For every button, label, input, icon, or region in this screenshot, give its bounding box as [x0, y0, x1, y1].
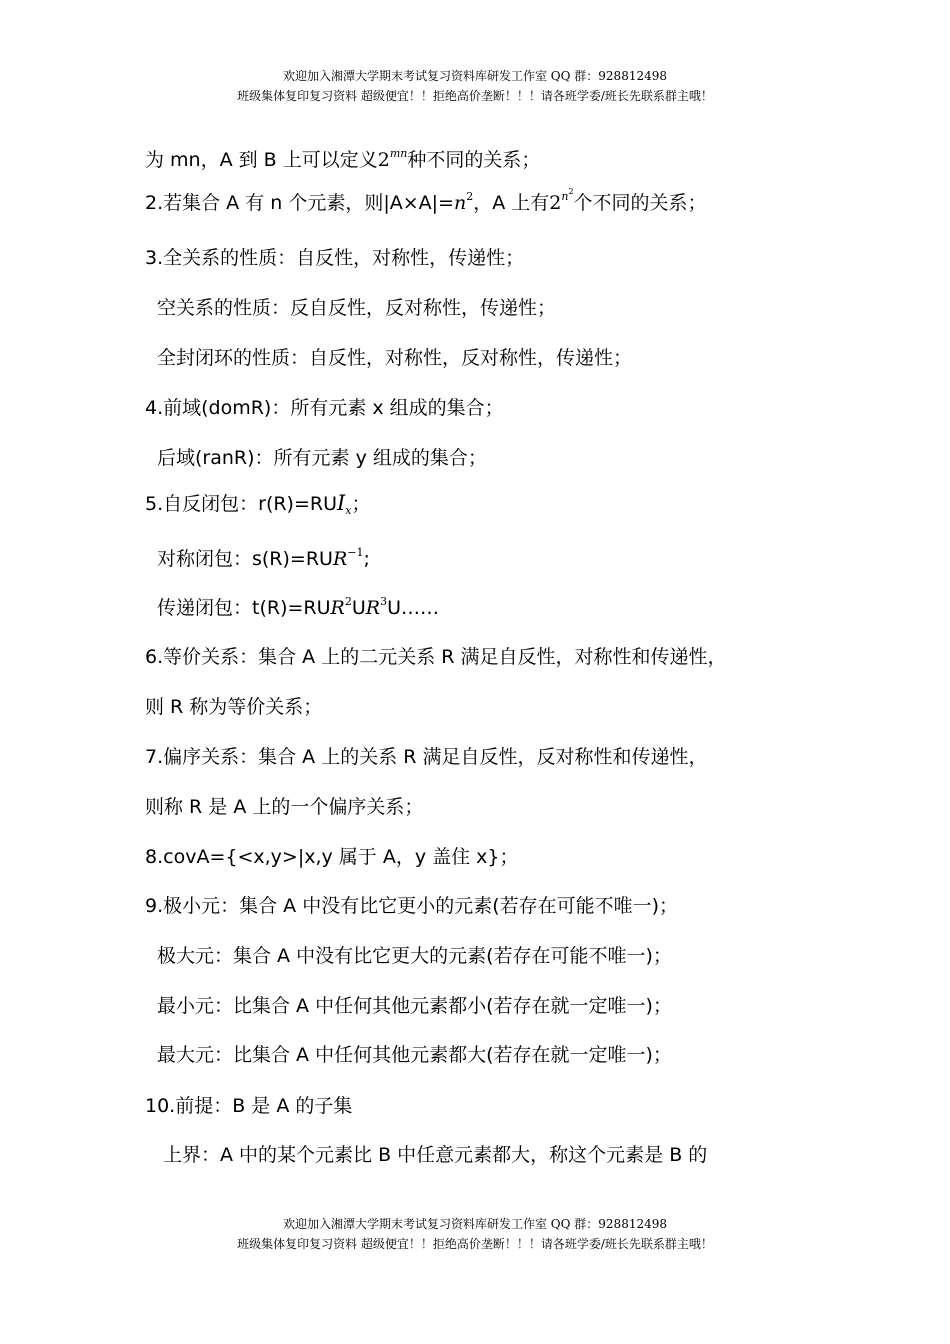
header-line-2: 班级集体复印复习资料 超级便宜！！拒绝高价垄断！！！请各班学委/班长先联系群主哦！: [237, 89, 713, 103]
text-line-14: 则称 R 是 A 上的一个偏序关系；: [145, 796, 424, 818]
nested-exponent: 2: [568, 187, 574, 196]
relation-symbol: R: [332, 548, 348, 570]
text-line-17: 极大元：集合 A 中没有比它更大的元素(若存在可能不唯一)；: [157, 945, 672, 967]
text-line-19: 最大元：比集合 A 中任何其他元素都大(若存在就一定唯一)；: [157, 1044, 672, 1066]
text-line-11: 6.等价关系：集合 A 上的二元关系 R 满足自反性，对称性和传递性，: [145, 646, 727, 668]
power-base: 2: [549, 192, 562, 214]
relation-symbol: R: [330, 597, 345, 619]
text-line-10: 传递闭包：$t(R)=RUR^2UR^3U\dots\dots$: [157, 595, 439, 619]
power-exponent: n: [561, 190, 569, 203]
text-line-2: 2.若集合 A 有 n 个元素，则$|A\times A|=n^2$，A 上有$2^{n^2}$个不同的关系；: [145, 187, 707, 214]
power-exponent: mn: [389, 147, 408, 160]
identity-subscript: x: [345, 504, 352, 517]
text-line-1: 为 mn，A 到 B 上可以定义$2^{mn}$种不同的关系；: [145, 147, 541, 171]
text-line-5: 全封闭环的性质：自反性，对称性，反对称性，传递性；: [157, 347, 633, 369]
text-line-8: 5.自反闭包：$r(R)=RUI_x$；: [145, 491, 371, 517]
power-base: 2: [377, 149, 390, 171]
text-line-9: 对称闭包：$s(R)=RUR^{-1}$;: [157, 546, 370, 570]
text-line-21: 上界：A 中的某个元素比 B 中任意元素都大，称这个元素是 B 的: [163, 1144, 708, 1166]
footer-line-2: 班级集体复印复习资料 超级便宜！！拒绝高价垄断！！！请各班学委/班长先联系群主哦！: [237, 1237, 713, 1251]
text-line-3: 3.全关系的性质：自反性，对称性，传递性；: [145, 247, 525, 269]
footer-line-1: 欢迎加入湘潭大学期末考试复习资料库研发工作室 QQ 群：928812498: [282, 1217, 668, 1231]
text-line-12: 则 R 称为等价关系；: [145, 696, 323, 718]
math-n: n: [453, 192, 467, 214]
text-line-6: 4.前域(domR)：所有元素 x 组成的集合；: [145, 397, 504, 419]
text-line-15: 8.covA={<x,y>|x,y 属于 A，y 盖住 x}；: [145, 846, 519, 868]
header-line-1: 欢迎加入湘潭大学期末考试复习资料库研发工作室 QQ 群：928812498: [282, 69, 668, 83]
text-line-18: 最小元：比集合 A 中任何其他元素都小(若存在就一定唯一)；: [157, 995, 672, 1017]
inverse-exponent: −1: [347, 546, 364, 559]
identity-symbol: I: [337, 491, 346, 515]
text-line-7: 后域(ranR)：所有元素 y 组成的集合；: [157, 447, 487, 469]
square-exponent: 2: [466, 190, 474, 203]
cube-exponent: 3: [380, 595, 388, 608]
square-exponent: 2: [344, 595, 352, 608]
text-line-13: 7.偏序关系：集合 A 上的关系 R 满足自反性，反对称性和传递性，: [145, 746, 708, 768]
text-line-4: 空关系的性质：反自反性，反对称性，传递性；: [157, 297, 557, 319]
text-line-20: 10.前提：B 是 A 的子集: [145, 1095, 353, 1117]
relation-symbol: R: [365, 597, 381, 619]
text-line-16: 9.极小元：集合 A 中没有比它更小的元素(若存在可能不唯一)；: [145, 895, 679, 917]
page-footer: [0, 1214, 950, 1254]
page-header: [0, 66, 950, 106]
